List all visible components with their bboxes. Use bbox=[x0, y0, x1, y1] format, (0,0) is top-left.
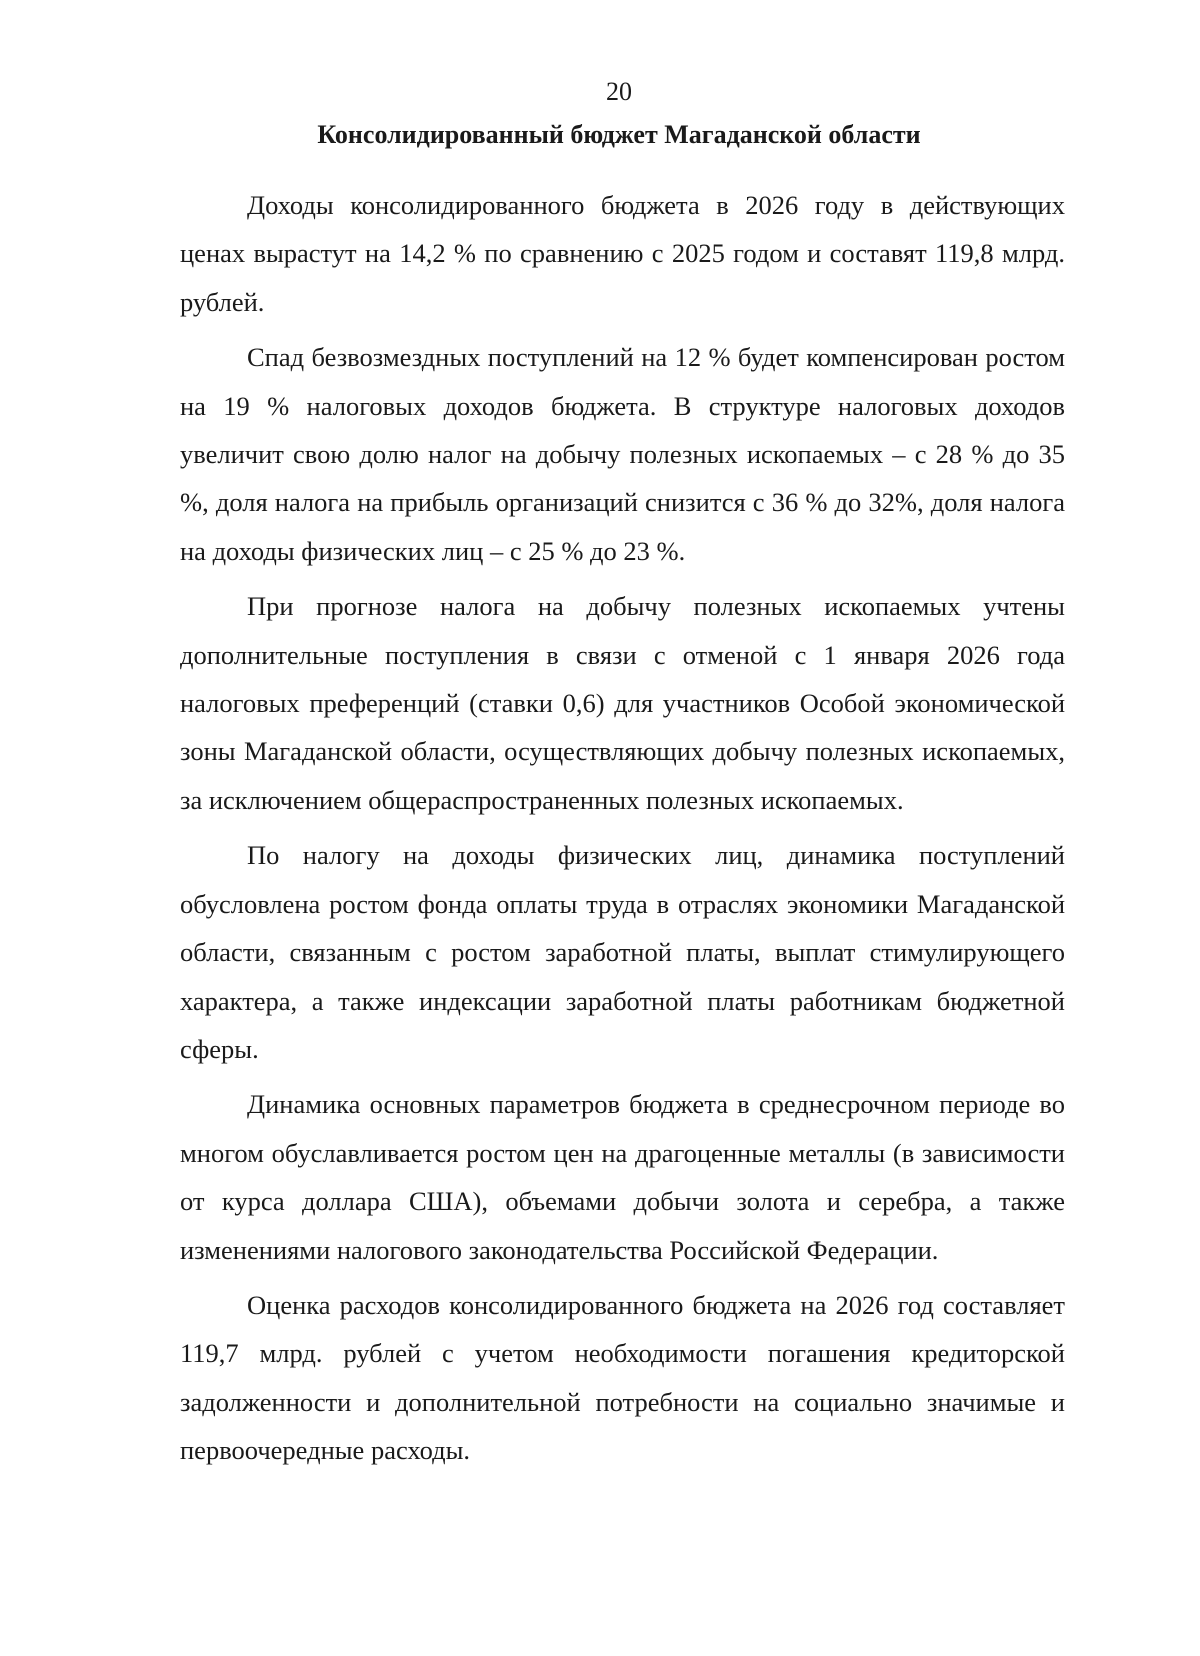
document-body bbox=[180, 181, 1065, 1482]
paragraph-mineral-tax: При прогнозе налога на добычу полезных ископаемых учтены дополнительные поступления в связи с отменой с 1 января 2026 года налоговых преференций (ставки 0,6) для участников Особой экономической зоны Магаданской области, осуществляющих добычу полезных ископаемых, за исключением общераспространенных полезных ископаемых. bbox=[180, 591, 1065, 815]
document-title: Консолидированный бюджет Магаданской области bbox=[317, 120, 921, 149]
paragraph-budget-dynamics: Динамика основных параметров бюджета в среднесрочном периоде во многом обуславливается ростом цен на драгоценные металлы (в зависимости от курса доллара США), объемами добычи золота и серебра, а также изменениями налогового законодательства Российской Федерации. bbox=[180, 1089, 1065, 1265]
page-number: 20 bbox=[606, 77, 632, 106]
paragraph-income-tax: По налогу на доходы физических лиц, динамика поступлений обусловлена ростом фонда оплаты труда в отраслях экономики Магаданской области, связанным с ростом заработной платы, выплат стимулирующего характера, а также индексации заработной платы работникам бюджетной сферы. bbox=[180, 840, 1065, 1064]
paragraph-expenses: Оценка расходов консолидированного бюджета на 2026 год составляет 119,7 млрд. рублей с учетом необходимости погашения кредиторской задолженности и дополнительной потребности на социально значимые и первоочередные расходы. bbox=[180, 1289, 1065, 1466]
paragraph-revenue: Доходы консолидированного бюджета в 2026 году в действующих ценах вырастут на 14,2 % по сравнению с 2025 годом и составят 119,8 млрд. рублей. bbox=[180, 190, 1065, 317]
paragraph-tax-structure: Спад безвозмездных поступлений на 12 % будет компенсирован ростом на 19 % налоговых доходов бюджета. В структуре налоговых доходов увеличит свою долю налог на добычу полезных ископаемых – с 28 % до 35 %, доля налога на прибыль организаций снизится с 36 % до 32%, доля налога на доходы физических лиц – с 25 % до 23 %. bbox=[180, 342, 1065, 566]
